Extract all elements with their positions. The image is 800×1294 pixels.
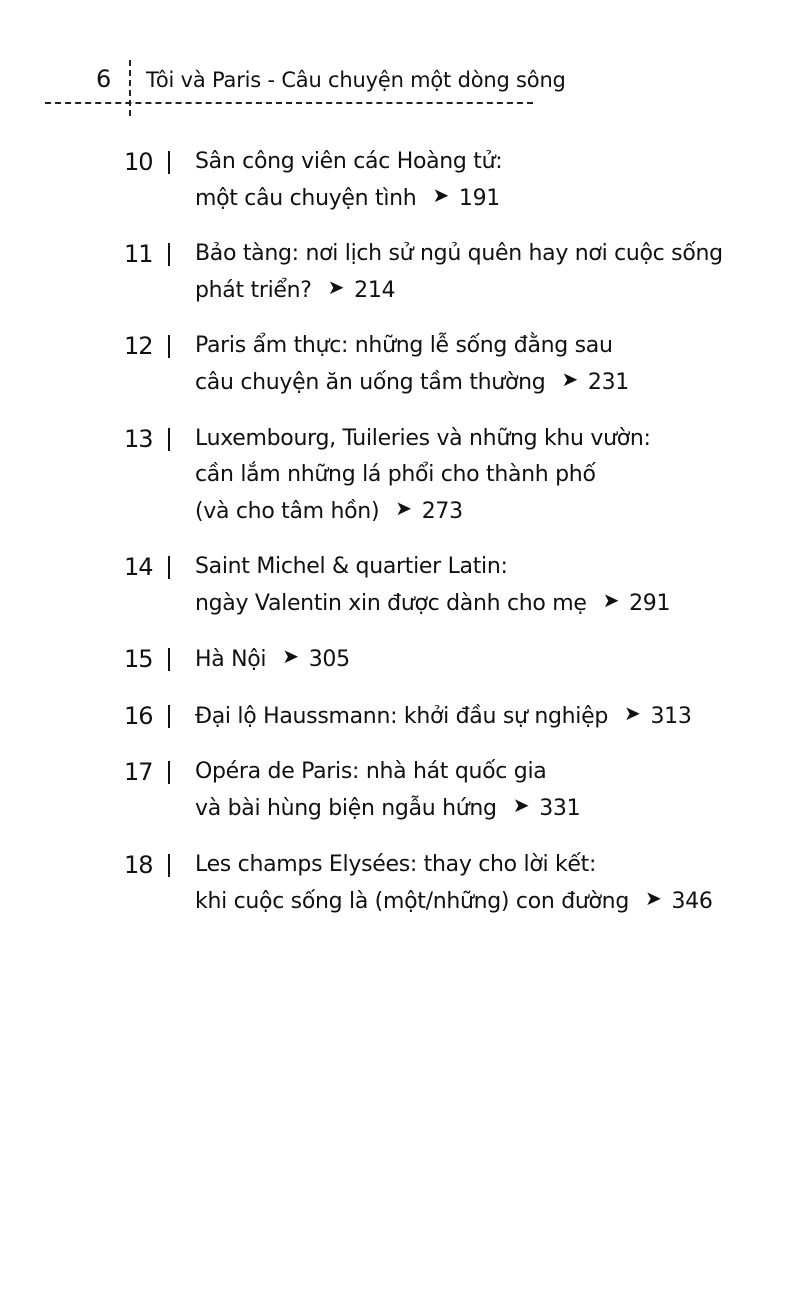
chapter-title <box>195 549 755 622</box>
chapter-number: 10 <box>124 148 153 176</box>
arrow-icon: ➤ <box>432 183 449 207</box>
arrow-icon: ➤ <box>624 701 641 725</box>
chapter-title-line <box>195 272 755 309</box>
chapter-title-text: ngày Valentin xin được dành cho mẹ <box>195 591 587 616</box>
arrow-icon: ➤ <box>561 367 578 391</box>
chapter-title-text: Sân công viên các Hoàng tử: <box>195 149 503 174</box>
chapter-title-line <box>195 364 755 401</box>
chapter-separator-bar <box>168 151 170 174</box>
page-reference: 214 <box>354 278 396 303</box>
chapter-title-line <box>195 328 755 364</box>
page-reference: 313 <box>650 704 692 729</box>
chapter-title <box>195 698 755 735</box>
chapter-title-line <box>195 754 755 790</box>
chapter-separator-bar <box>168 648 170 671</box>
page-reference: 346 <box>671 889 713 914</box>
chapter-title-text: và bài hùng biện ngẫu hứng <box>195 796 497 821</box>
chapter-number: 14 <box>124 553 153 581</box>
chapter-title-text: một câu chuyện tình <box>195 186 417 211</box>
chapter-title-line <box>195 641 755 678</box>
chapter-title-text: câu chuyện ăn uống tầm thường <box>195 370 546 395</box>
arrow-icon: ➤ <box>282 644 299 668</box>
page-number: 6 <box>96 65 112 93</box>
chapter-title-text: Les champs Elysées: thay cho lời kết: <box>195 852 597 877</box>
chapter-title-text: Luxembourg, Tuileries và những khu vườn: <box>195 426 651 451</box>
chapter-title-line <box>195 144 755 180</box>
arrow-icon: ➤ <box>602 588 620 612</box>
arrow-icon: ➤ <box>327 275 345 299</box>
chapter-number: 16 <box>124 702 153 730</box>
running-title: Tôi và Paris - Câu chuyện một dòng sông <box>146 68 566 92</box>
chapter-number: 17 <box>124 758 153 786</box>
chapter-title-text: Paris ẩm thực: những lễ sống đằng sau <box>195 333 613 358</box>
chapter-number: 12 <box>124 332 153 360</box>
chapter-title-line <box>195 847 755 883</box>
chapter-title-text: khi cuộc sống là (một/những) con đường <box>195 889 629 914</box>
chapter-title-line <box>195 236 755 272</box>
chapter-separator-bar <box>168 556 170 579</box>
chapter-title <box>195 421 755 530</box>
chapter-title <box>195 754 755 827</box>
chapter-separator-bar <box>168 428 170 451</box>
chapter-title-text: Saint Michel & quartier Latin: <box>195 554 508 579</box>
arrow-icon: ➤ <box>512 793 530 817</box>
chapter-title <box>195 144 755 217</box>
chapter-title-line <box>195 549 755 585</box>
chapter-title-text: Đại lộ Haussmann: khởi đầu sự nghiệp <box>195 704 608 729</box>
chapter-title-line <box>195 698 755 735</box>
chapter-separator-bar <box>168 335 170 358</box>
chapter-title-text: cần lắm những lá phổi cho thành phố <box>195 462 596 487</box>
chapter-title <box>195 236 755 309</box>
chapter-title-line <box>195 585 755 622</box>
chapter-title-text: Bảo tàng: nơi lịch sử ngủ quên hay nơi cuộc sống <box>195 241 723 266</box>
chapter-title-line <box>195 883 755 920</box>
arrow-icon: ➤ <box>395 496 412 520</box>
chapter-separator-bar <box>168 761 170 784</box>
chapter-title-line <box>195 790 755 827</box>
chapter-separator-bar <box>168 854 170 877</box>
page-reference: 305 <box>308 647 350 672</box>
chapter-title <box>195 328 755 401</box>
page-reference: 273 <box>421 499 463 524</box>
chapter-title-line <box>195 421 755 457</box>
chapter-number: 15 <box>124 645 153 673</box>
chapter-separator-bar <box>168 705 170 728</box>
page-reference: 331 <box>539 796 581 821</box>
chapter-title-line <box>195 180 755 217</box>
chapter-title-line <box>195 457 755 493</box>
chapter-title-text: Opéra de Paris: nhà hát quốc gia <box>195 759 547 784</box>
chapter-title-text: phát triển? <box>195 278 312 303</box>
page-reference: 231 <box>587 370 629 395</box>
chapter-number: 18 <box>124 851 153 879</box>
chapter-title-text: Hà Nội <box>195 647 267 672</box>
arrow-icon: ➤ <box>644 886 662 910</box>
page-reference: 191 <box>458 186 500 211</box>
chapter-separator-bar <box>168 243 170 266</box>
chapter-title <box>195 641 755 678</box>
chapter-number: 13 <box>124 425 153 453</box>
page-reference: 291 <box>629 591 671 616</box>
chapter-title-text: (và cho tâm hồn) <box>195 499 380 524</box>
chapter-title <box>195 847 755 920</box>
chapter-number: 11 <box>124 240 153 268</box>
chapter-title-line <box>195 493 755 530</box>
